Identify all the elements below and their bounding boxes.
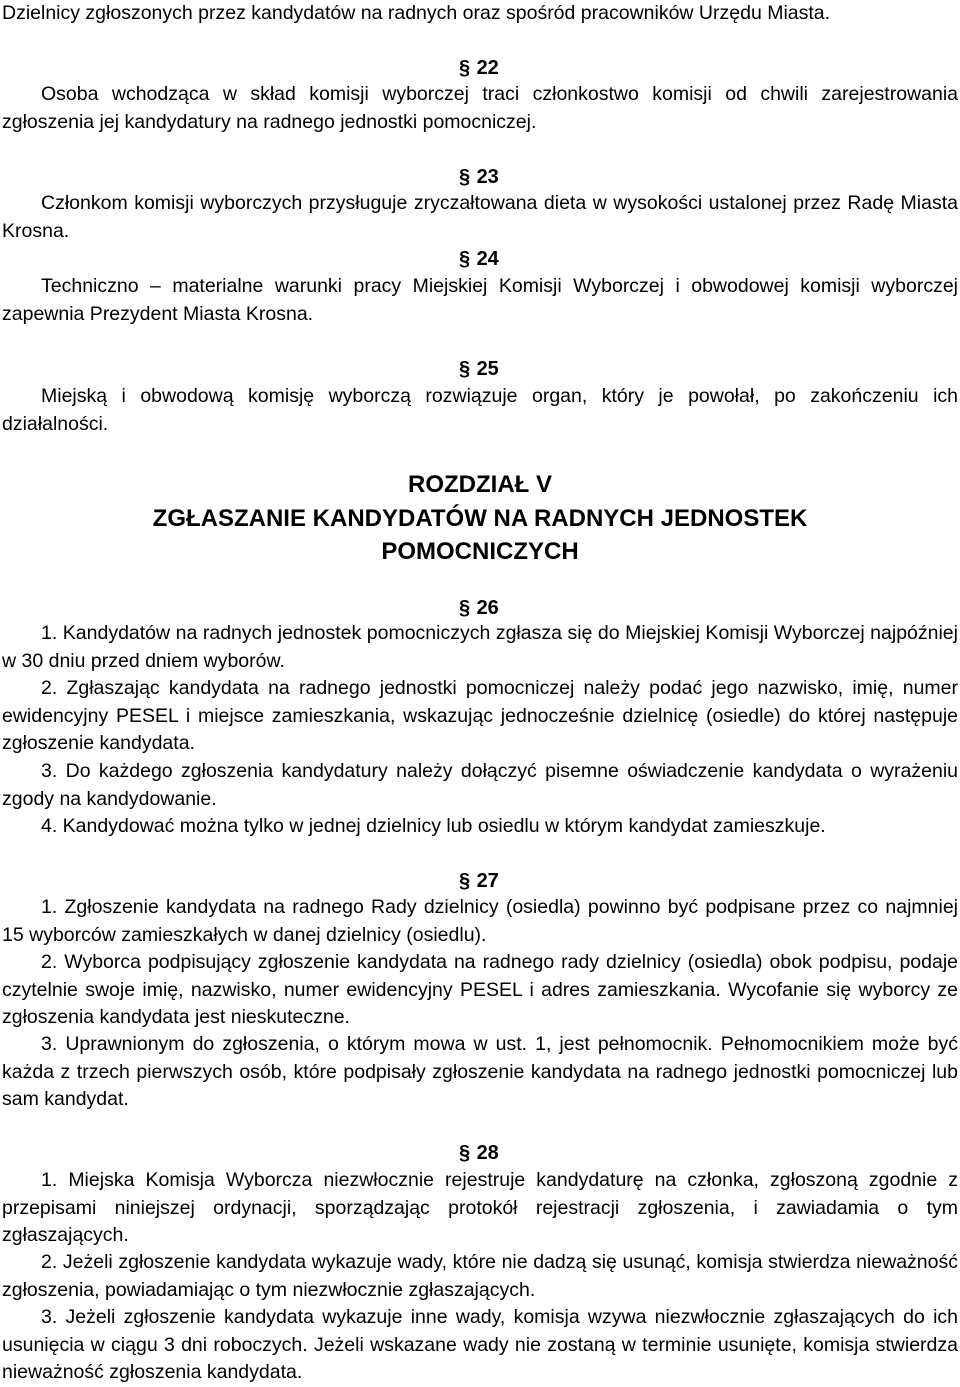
chapter-subtitle-line1: ZGŁASZANIE KANDYDATÓW NA RADNYCH JEDNOSTEK [152, 505, 808, 532]
section-28-point-3: 3. Jeżeli zgłoszenie kandydata wykazuje inne wady, komisja wzywa niezwłocznie zgłaszających do ich usunięcia w ciągu 3 dni roboczych. Jeżeli wskazane wady nie zostaną w terminie usunięte, komisja stwierdza nieważność zgłoszenia kandydata. [2, 1306, 958, 1383]
section-28-heading [459, 1140, 519, 1166]
section-23-paragraph: Członkom komisji wyborczych przysługuje zryczałtowana dieta w wysokości ustalonej przez Radę Miasta Krosna. [2, 192, 958, 242]
section-24-paragraph: Techniczno – materialne warunki pracy Miejskiej Komisji Wyborczej i obwodowej komisji wyborczej zapewnia Prezydent Miasta Krosna. [2, 275, 958, 325]
section-23-heading [459, 164, 519, 190]
section-number: 22 [476, 57, 499, 79]
section-number: 28 [476, 1142, 499, 1164]
section-26-point-3: 3. Do każdego zgłoszenia kandydatury należy dołączyć pisemne oświadczenie kandydata o wyrażeniu zgody na kandydowanie. [2, 760, 958, 810]
section-number: 25 [476, 358, 499, 380]
section-number: 27 [476, 870, 499, 892]
section-sign: § [459, 597, 471, 619]
section-26-point-1: 1. Kandydatów na radnych jednostek pomocniczych zgłasza się do Miejskiej Komisji Wyborczej najpóźniej w 30 dniu przed dniem wyborów. [2, 622, 958, 672]
section-22-heading [459, 55, 519, 81]
section-sign: § [459, 870, 471, 892]
section-27-point-1: 1. Zgłoszenie kandydata na radnego Rady dzielnicy (osiedla) powinno być podpisane przez co najmniej 15 wyborców zamieszkałych w danej dzielnicy (osiedlu). [2, 896, 958, 946]
section-number: 24 [476, 248, 499, 270]
section-sign: § [459, 248, 471, 270]
section-28-point-1: 1. Miejska Komisja Wyborcza niezwłocznie rejestruje kandydaturę na członka, zgłoszoną zgodnie z przepisami niniejszej ordynacji, sporządzając protokół rejestracji zgłoszenia, i zawiadamia o tym zgłaszających. [2, 1169, 958, 1246]
intro-paragraph: Dzielnicy zgłoszonych przez kandydatów na radnych oraz spośród pracowników Urzędu Miasta. [2, 2, 831, 24]
section-sign: § [459, 57, 471, 79]
section-27-heading [459, 868, 519, 894]
section-26-point-4: 4. Kandydować można tylko w jednej dzielnicy lub osiedlu w którym kandydat zamieszkuje. [41, 815, 826, 837]
chapter-title: ROZDZIAŁ V [408, 471, 552, 498]
section-25-paragraph: Miejską i obwodową komisję wyborczą rozwiązuje organ, który je powołał, po zakończeniu ich działalności. [2, 385, 958, 435]
section-24-heading [459, 246, 519, 272]
section-27-point-3: 3. Uprawnionym do zgłoszenia, o którym mowa w ust. 1, jest pełnomocnik. Pełnomocnikiem może być każda z trzech pierwszych osób, które podpisały zgłoszenie kandydata na radnego jednostki pomocniczej lub sam kandydat. [2, 1033, 958, 1110]
section-number: 23 [476, 166, 499, 188]
section-number: 26 [476, 597, 499, 619]
section-22-paragraph: Osoba wchodząca w skład komisji wyborczej traci członkostwo komisji od chwili zarejestrowania zgłoszenia jej kandydatury na radnego jednostki pomocniczej. [2, 83, 958, 133]
section-sign: § [459, 1142, 471, 1164]
section-28-point-2: 2. Jeżeli zgłoszenie kandydata wykazuje wady, które nie dadzą się usunąć, komisja stwierdza nieważność zgłoszenia, powiadamiając o tym niezwłocznie zgłaszających. [2, 1251, 958, 1301]
section-26-heading [459, 595, 519, 621]
section-sign: § [459, 166, 471, 188]
chapter-subtitle-line2: POMOCNICZYCH [381, 538, 579, 565]
section-26-point-2: 2. Zgłaszając kandydata na radnego jednostki pomocniczej należy podać jego nazwisko, imię, numer ewidencyjny PESEL i miejsce zamieszkania, wskazując jednocześnie dzielnicę (osiedle) do której następuje zgłoszenie kandydata. [2, 677, 958, 754]
section-27-point-2: 2. Wyborca podpisujący zgłoszenie kandydata na radnego rady dzielnicy (osiedla) obok podpisu, podaje czytelnie swoje imię, nazwisko, numer ewidencyjny PESEL i adres zamieszkania. Wycofanie się wyborcy ze zgłoszenia kandydata jest nieskuteczne. [2, 951, 958, 1028]
section-sign: § [459, 358, 471, 380]
section-25-heading [459, 356, 519, 382]
